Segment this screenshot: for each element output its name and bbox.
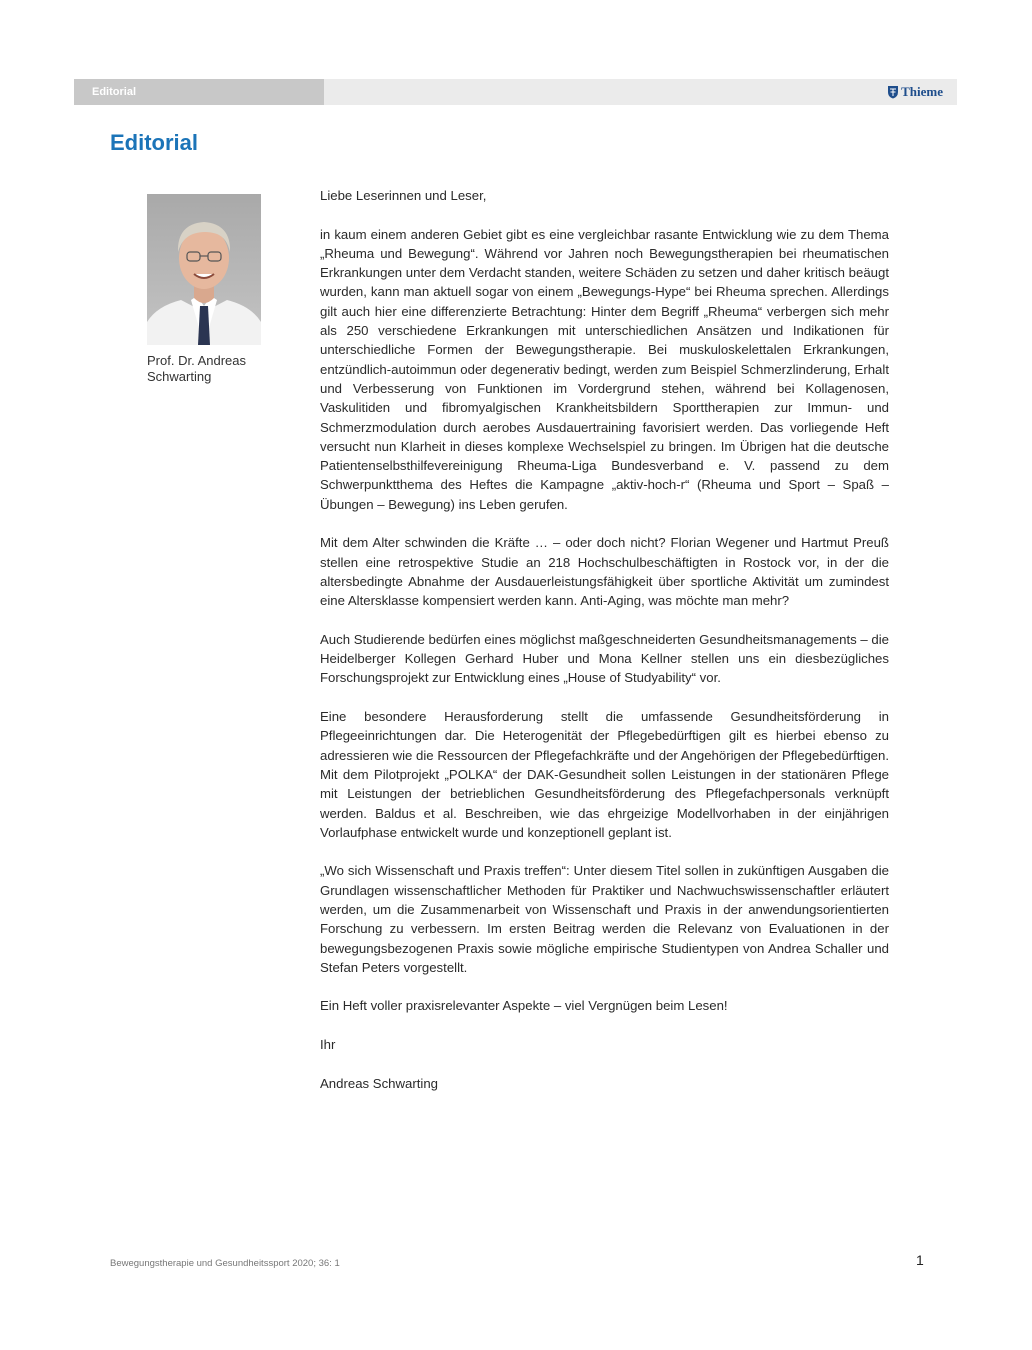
closing-greeting: Ihr bbox=[320, 1037, 336, 1053]
author-caption bbox=[147, 353, 277, 385]
author-signature: Andreas Schwarting bbox=[320, 1075, 439, 1091]
section-label: Editorial bbox=[74, 79, 324, 105]
paragraph: Mit dem Alter schwinden die Kräfte … – oder doch nicht? Florian Wegener und Hartmut Preuß stellen eine retrospektive Studie an 218 Hochschulbeschäftigten in Rostock vor, in der die altersbedingte Abnahme der Ausdauerleistungsfähigkeit über sportliche Aktivität um zumindest eine Altersklasse kompensiert werden kann. Anti-Aging, was möchte man mehr? bbox=[320, 535, 889, 609]
caption-line: Prof. Dr. Andreas bbox=[147, 353, 246, 368]
caption-line: Schwarting bbox=[147, 369, 212, 384]
header-bar bbox=[74, 79, 957, 105]
publisher-logo bbox=[887, 79, 943, 105]
journal-citation: Bewegungstherapie und Gesundheitssport 2020; 36: 1 bbox=[110, 1258, 340, 1269]
paragraph: „Wo sich Wissenschaft und Praxis treffen“: Unter diesem Titel sollen in zukünftigen Ausgaben die Grundlagen wissenschaftlicher Methoden für Praktiker und Nachwuchswissenschaftler erläutert werden, um die Zusammenarbeit von Wissenschaft und Praxis in der anwendungsorientierten Forschung zu verbessern. Im ersten Beitrag werden die Relevanz von Evaluationen in der bewegungsbezogenen Praxis sowie mögliche empirische Studientypen von Andrea Schaller und Stefan Peters vorgestellt. bbox=[320, 863, 889, 975]
editorial-body bbox=[320, 186, 889, 1112]
paragraph: in kaum einem anderen Gebiet gibt es eine vergleichbar rasante Entwicklung wie zu dem Thema „Rheuma und Bewegung“. Während vor Jahren noch Bewegungstherapien bei rheumatischen Erkrankungen unter dem Verdacht standen, weitere Schäden zu setzen und daher kritisch beäugt wurden, kann man aktuell sogar von einem „Bewegungs-Hype“ bei Rheuma sprechen. Allerdings gilt auch hier eine differenzierte Betrachtung: Hinter dem Begriff „Rheuma“ verbergen sich mehr als 250 verschiedene Erkrankungen mit unterschiedlichen Ansätzen und Indikationen für unterschiedliche Formen der Bewegungstherapie. Bei muskuloskelettalen Erkrankungen, entzündlich-autoimmun oder degenerativ bedingt, werden zum Beispiel Schmerzlinderung, Erhalt und Verbesserung von Funktionen im Vordergrund stehen, während bei Kollagenosen, Vaskulitiden und fibromyalgischen Krankheitsbildern Sporttherapien zur Immun- und Schmerzmodulation durch aerobes Ausdauertraining favorisiert werden. Das vorliegende Heft versucht nun Klarheit in dieses komplexe Wechselspiel zu bringen. Im Übrigen hat die deutsche Patientenselbsthilfevereinigung Rheuma-Liga Bundesverband e. V. passend zu dem Schwerpunktthema des Heftes die Kampagne „aktiv-hoch-r“ (Rheuma und Sport – Spaß – Übungen – Bewegung) ins Leben gerufen. bbox=[320, 226, 889, 512]
paragraph: Eine besondere Herausforderung stellt die umfassende Gesundheitsförderung in Pflegeeinrichtungen dar. Die Heterogenität der Pflegebedürftigen gilt es hierbei ebenso zu adressieren wie die Ressourcen der Pflegefachkräfte und der Angehörigen der Pflegebedürftigen. Mit dem Pilotprojekt „POLKA“ der DAK-Gesundheit sollen Leistungen in der stationären Pflege mit Leistungen der betrieblichen Gesundheitsförderung des Pflegefachpersonals verknüpft werden. Baldus et al. Beschreiben, wie das ehrgeizige Modellvorhaben in der einjährigen Vorlaufphase entwickelt wurde und konzeptionell geplant ist. bbox=[320, 709, 889, 840]
author-photo bbox=[147, 194, 261, 345]
paragraph: Auch Studierende bedürfen eines möglichst maßgeschneiderten Gesundheitsmanagements – die Heidelberger Kollegen Gerhard Huber und Mona Kellner stellen uns ein diesbezügliches Forschungsprojekt zur Entwicklung eines „House of Studyability“ vor. bbox=[320, 631, 889, 686]
page-title: Editorial bbox=[110, 130, 199, 155]
thieme-crest-icon bbox=[887, 85, 899, 99]
closing-line: Ein Heft voller praxisrelevanter Aspekte – viel Vergnügen beim Lesen! bbox=[320, 998, 728, 1014]
salutation: Liebe Leserinnen und Leser, bbox=[320, 188, 487, 203]
logo-text: Thieme bbox=[901, 84, 943, 99]
page-number: 1 bbox=[916, 1252, 924, 1268]
